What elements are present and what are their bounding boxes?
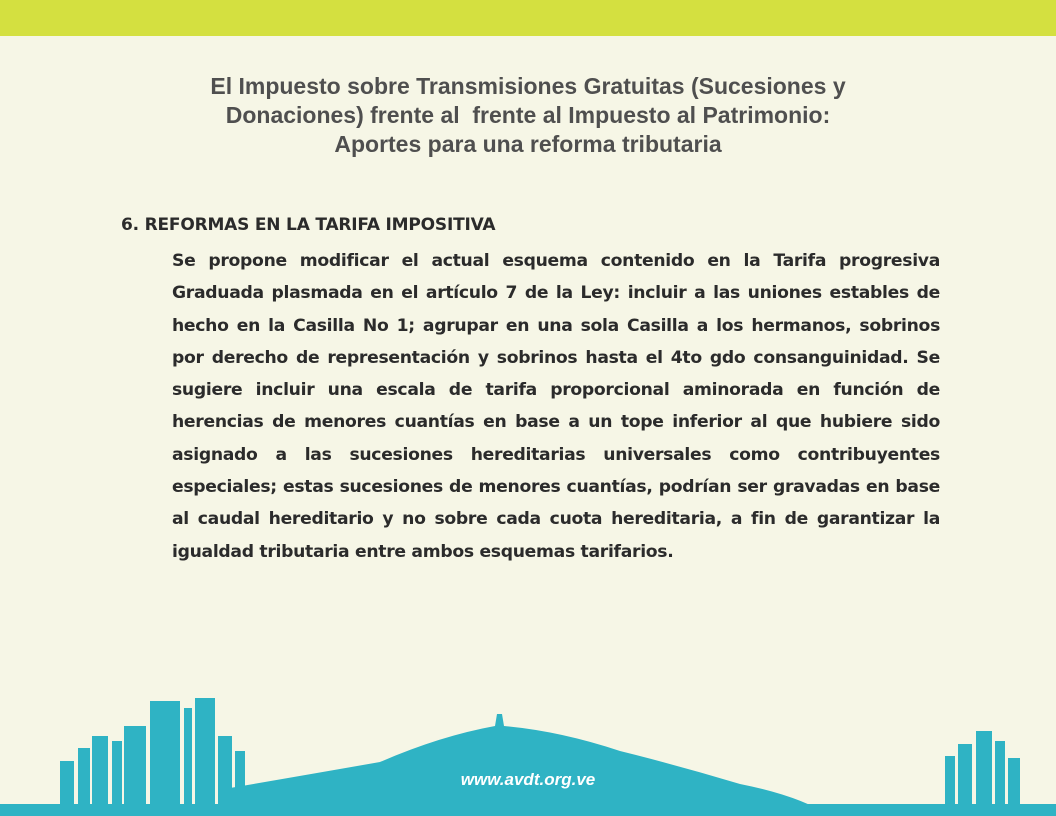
city-skyline-graphic bbox=[0, 696, 1056, 816]
website-url[interactable]: www.avdt.org.ve bbox=[460, 770, 596, 789]
title-line-3: Aportes para una reforma tributaria bbox=[334, 131, 722, 157]
title-line-1: El Impuesto sobre Transmisiones Gratuitas (Sucesiones y bbox=[210, 73, 846, 99]
title-line-2: Donaciones) frente al frente al Impuesto al Patrimonio: bbox=[225, 102, 831, 128]
top-accent-bar bbox=[0, 0, 1056, 36]
section-heading: 6. REFORMAS EN LA TARIFA IMPOSITIVA bbox=[121, 215, 496, 235]
slide-title bbox=[60, 72, 996, 159]
body-paragraph: Se propone modificar el actual esquema contenido en la Tarifa progresiva Graduada plasmada en el artículo 7 de la Ley: incluir a las uniones estables de hecho en la Casilla No 1; agrupar en una sola Casilla a los hermanos, sobrinos por derecho de representación y sobrinos hasta el 4to gdo consanguinidad. Se sugiere incluir una escala de tarifa proporcional aminorada en función de herencias de menores cuantías en base a un tope inferior al que hubiere sido asignado a las sucesiones hereditarias universales como contribuyentes especiales; estas sucesiones de menores cuantías, podrían ser gravadas en base al caudal hereditario y no sobre cada cuota hereditaria, a fin de garantizar la igualdad tributaria entre ambos esquemas tarifarios. bbox=[172, 251, 940, 562]
